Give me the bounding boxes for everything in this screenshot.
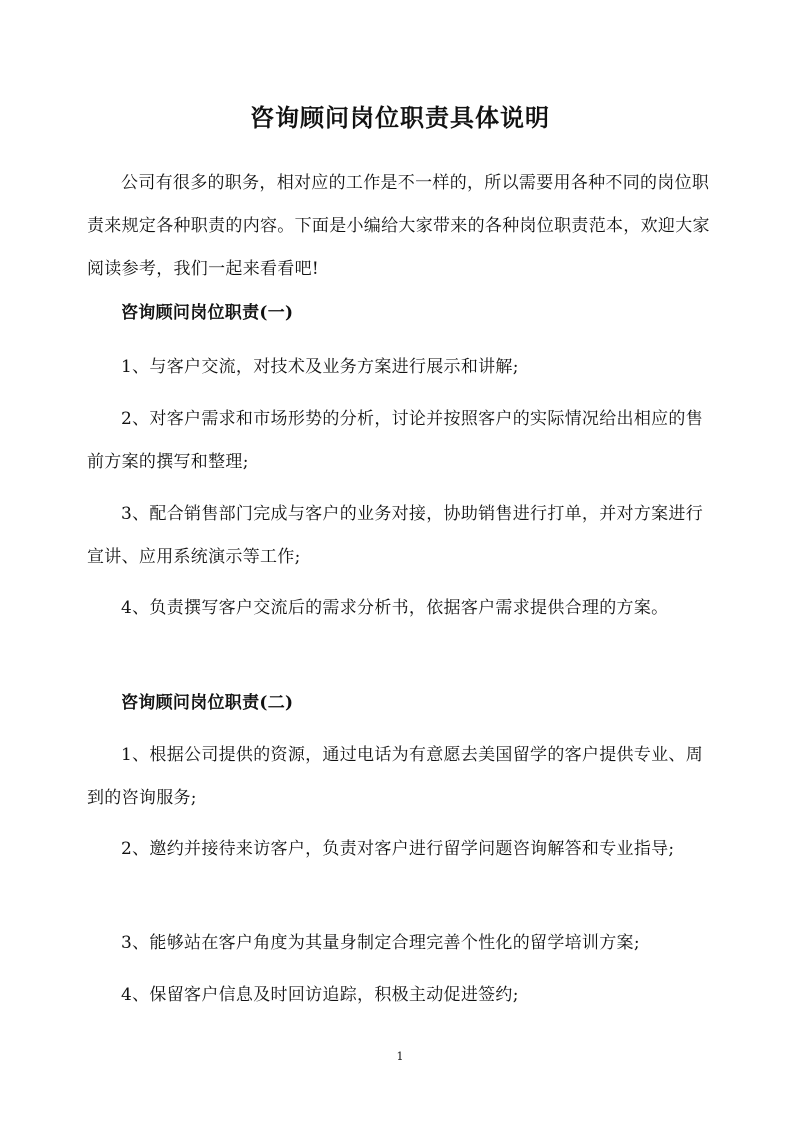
list-item: 4、负责撰写客户交流后的需求分析书，依据客户需求提供合理的方案。 (121, 598, 669, 618)
list-item: 3、配合销售部门完成与客户的业务对接，协助销售进行打单，并对方案进行宣讲、应用系统演示等工作; (87, 504, 704, 567)
list-item: 3、能够站在客户角度为其量身制定合理完善个性化的留学培训方案; (121, 933, 640, 953)
section-heading-1: 咨询顾问岗位职责(一) (121, 303, 294, 323)
list-item: 1、与客户交流，对技术及业务方案进行展示和讲解; (121, 357, 519, 377)
page-number: 1 (396, 1050, 404, 1063)
list-item: 2、邀约并接待来访客户，负责对客户进行留学问题咨询解答和专业指导; (121, 839, 675, 859)
section-heading-2: 咨询顾问岗位职责(二) (121, 693, 294, 713)
document-title: 咨询顾问岗位职责具体说明 (250, 104, 550, 132)
list-item: 2、对客户需求和市场形势的分析，讨论并按照客户的实际情况给出相应的售前方案的撰写和整理; (87, 409, 704, 472)
list-item: 1、根据公司提供的资源，通过电话为有意愿去美国留学的客户提供专业、周到的咨询服务; (87, 745, 704, 808)
list-item: 4、保留客户信息及时回访追踪，积极主动促进签约; (121, 985, 519, 1005)
intro-paragraph: 公司有很多的职务，相对应的工作是不一样的，所以需要用各种不同的岗位职责来规定各种职责的内容。下面是小编给大家带来的各种岗位职责范本，欢迎大家阅读参考，我们一起来看看吧! (87, 173, 710, 279)
